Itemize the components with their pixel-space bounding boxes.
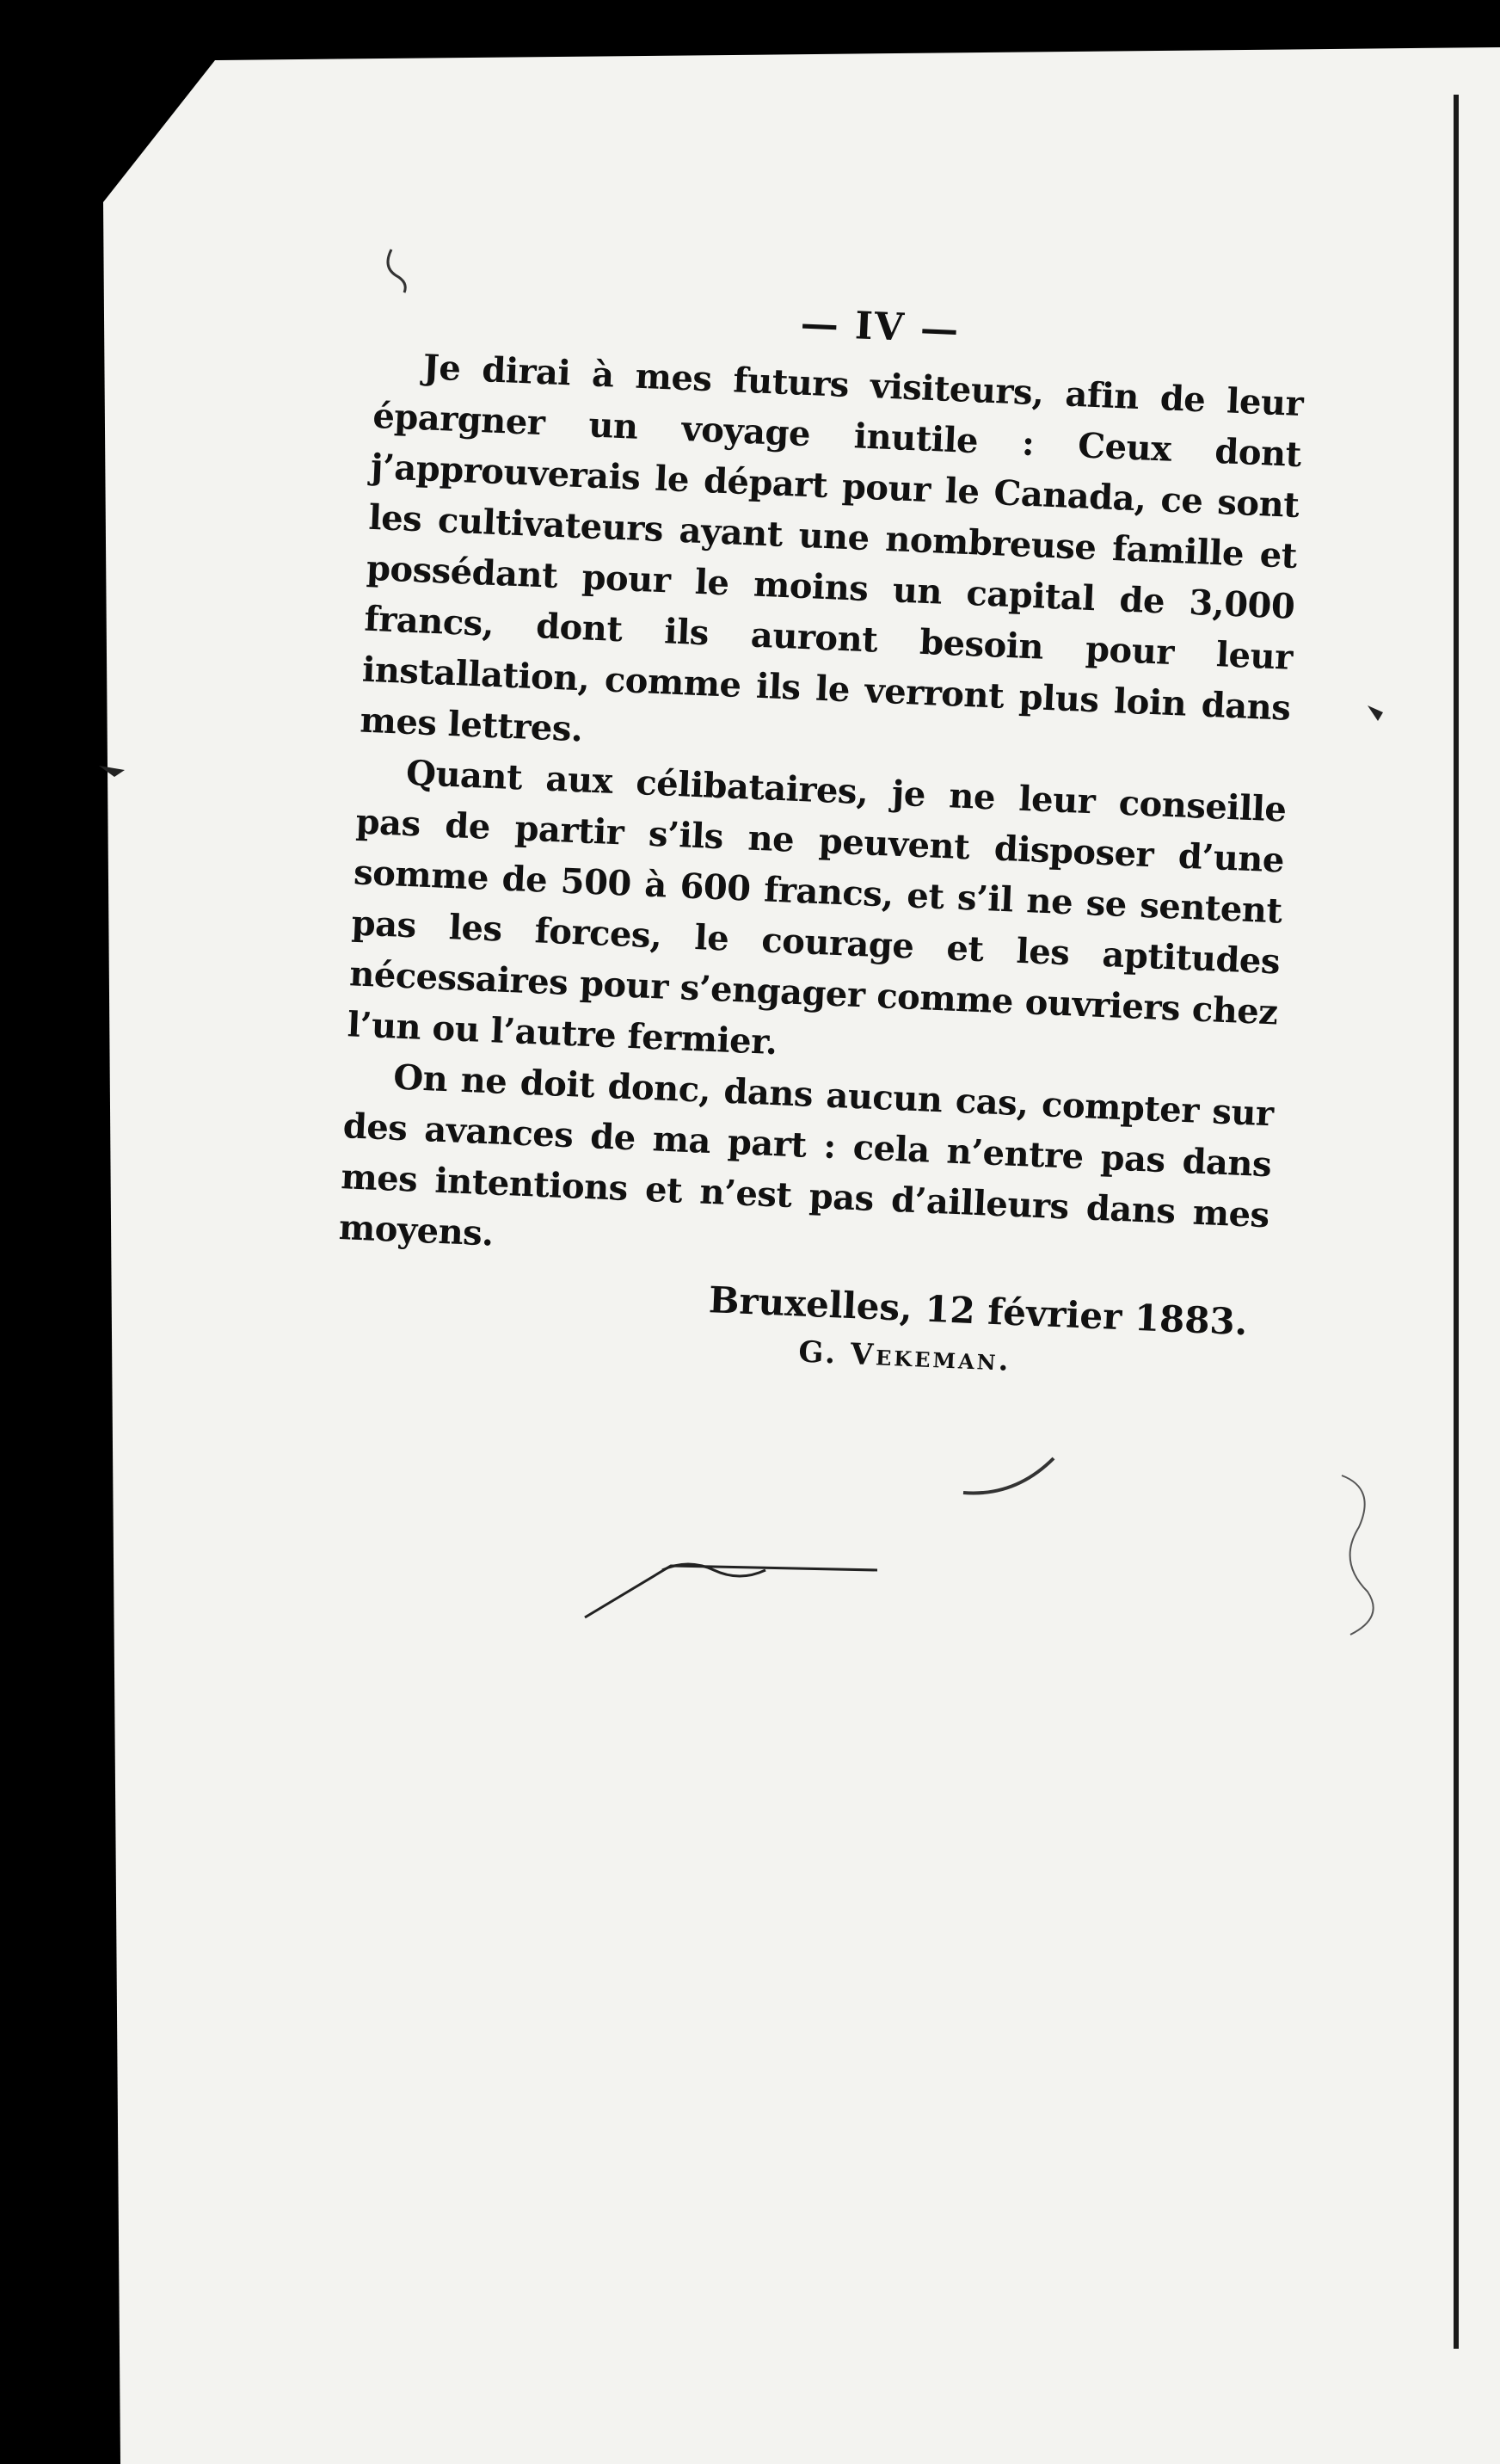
paragraph-3: On ne doit donc, dans aucun cas, compter sur des avances de ma part : cela n’entre pas dans mes intentions et n’est pas d’ailleurs dans mes moyens. [338, 1056, 1275, 1254]
place-date: Bruxelles, 12 février 1883. [708, 1278, 1249, 1344]
page-text-block [334, 284, 1306, 1389]
page-fold-line [1454, 95, 1459, 2349]
paragraph-1: Je dirai à mes futurs visiteurs, afin de leur épargner un voyage inutile : Ceux dont j’approuverais le départ pour le Canada, ce sont les cultivateurs ayant une nombreuse famille et possédant pour le moins un capital de 3,000 francs, dont ils auront besoin pour leur installation, comme ils le verront plus loin dans mes lettres. [359, 347, 1305, 750]
paragraph-2: Quant aux célibataires, je ne leur conseille pas de partir s’ils ne peuvent disposer d’une somme de 500 à 600 francs, et s’il ne se sentent pas les forces, le courage et les aptitudes nécessaires pour s’engager comme ouvriers chez l’un ou l’autre fermier. [346, 752, 1288, 1063]
page-number: — IV — [799, 301, 962, 353]
signature: G. Vekeman. [797, 1334, 1012, 1378]
